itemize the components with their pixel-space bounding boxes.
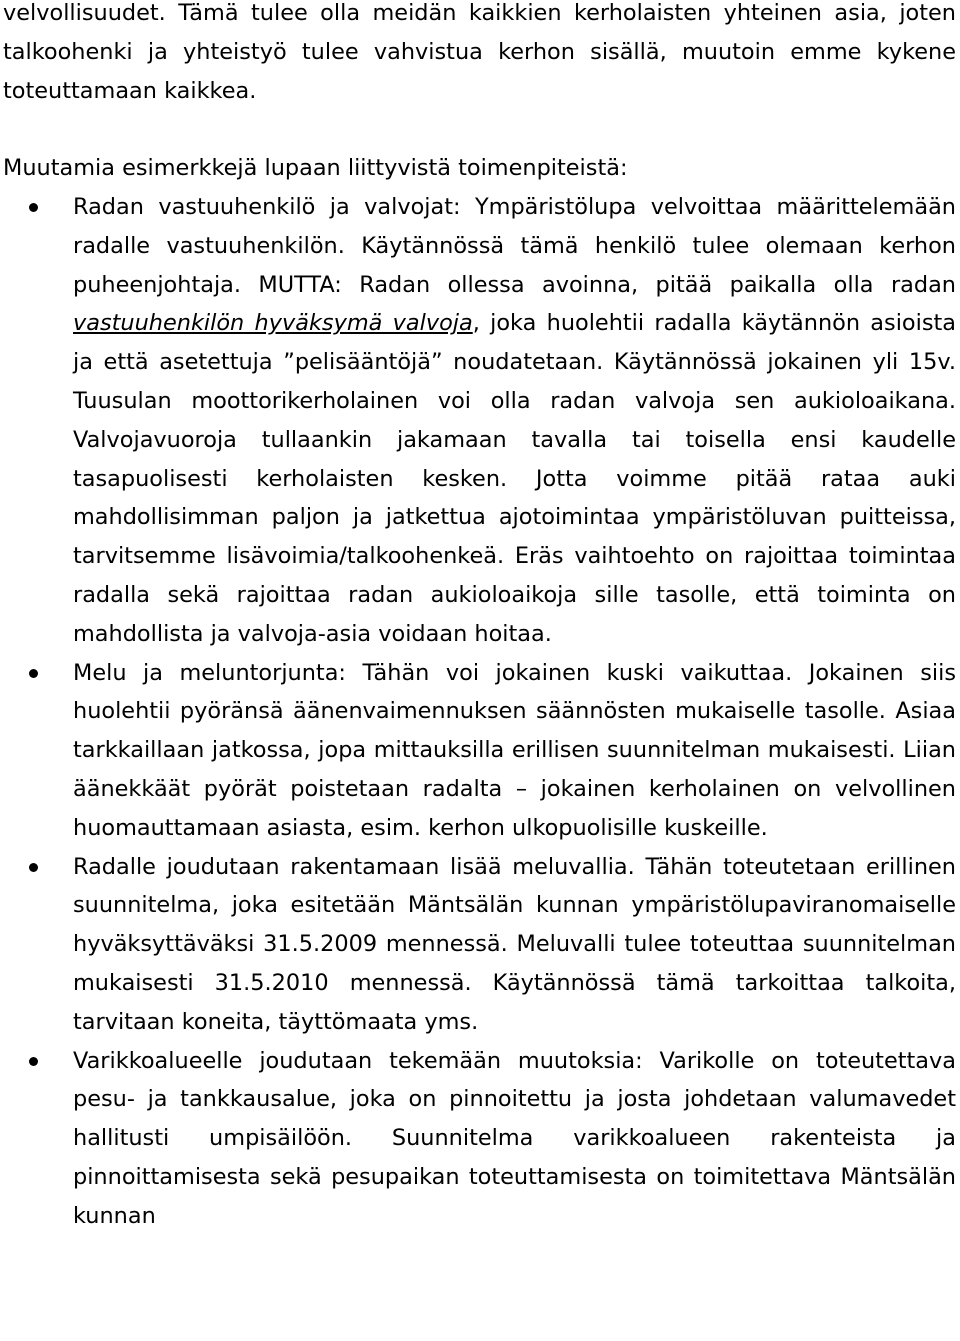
bullet-icon — [29, 863, 38, 872]
lead-paragraph: Muutamia esimerkkejä lupaan liittyvistä toimenpiteistä: — [3, 155, 628, 181]
list-item-text: Varikkoalueelle joudutaan tekemään muutoksia: Varikolle on toteutettava pesu- ja tankkausalue, joka on pinnoitettu ja josta johdetaan valumavedet hallitusti umpisäilöön. Suunnitelma varikkoalueen rakenteista ja pinnoittamisesta sekä pesupaikan toteuttamisesta on toimitettava Mäntsälän kunnan — [73, 1047, 956, 1229]
list-item-noise-barrier — [0, 848, 956, 1042]
underlined-phrase: vastuuhenkilön hyväksymä valvoja — [73, 310, 473, 337]
bullet-icon — [29, 669, 38, 678]
list-item-pit-area — [0, 1042, 956, 1236]
bullet-icon — [29, 1057, 38, 1066]
intro-paragraph: velvollisuudet. Tämä tulee olla meidän kaikkien kerholaisten yhteinen asia, joten talkoohenki ja yhteistyö tulee vahvistua kerhon sisällä, muutoin emme kykene toteuttamaan kaikkea. — [3, 0, 956, 104]
list-item-text: Radalle joudutaan rakentamaan lisää meluvallia. Tähän toteutetaan erillinen suunnitelma, joka esitetään Mäntsälän kunnan ympäristölupaviranomaiselle hyväksyttäväksi 31.5.2009 mennessä. Meluvalli tulee toteuttaa suunnitelman mukaisesti 31.5.2010 mennessä. Käytännössä tämä tarkoittaa talkoita, tarvitaan koneita, täyttömaata yms. — [73, 853, 956, 1035]
list-item-track-supervisors — [0, 188, 956, 654]
bullet-icon — [29, 203, 38, 212]
list-item-text — [73, 188, 956, 654]
text-run: , joka huolehtii radalla käytännön asioista ja että asetettuja ”pelisääntöjä” noudatetaan. Käytännössä jokainen yli 15v. Tuusulan moottorikerholainen voi olla radan valvoja sen aukioloaikana. Valvojavuoroja tullaankin jakamaan tavalla tai toisella ensi kaudelle tasapuolisesti kerholaisten kesken. Jotta voimme pitää rataa auki mahdollisimman paljon ja jatkettua ajotoimintaa ympäristöluvan puitteissa, tarvitsemme lisävoimia/talkoohenkeä. Eräs vaihtoehto on rajoittaa toimintaa radalla sekä rajoittaa radan aukioloaikoja sille tasolle, että toiminta on mahdollista ja valvoja-asia voidaan hoitaa. — [73, 310, 956, 647]
list-item-text: Melu ja meluntorjunta: Tähän voi jokainen kuski vaikuttaa. Jokainen siis huolehtii pyöränsä äänenvaimennuksen säännösten mukaiselle tasolle. Asiaa tarkkaillaan jatkossa, jopa mittauksilla erillisen suunnitelman mukaisesti. Liian äänekkäät pyörät poistetaan radalta – jokainen kerholainen on velvollinen huomauttamaan asiasta, esim. kerhon ulkopuolisille kuskeille. — [73, 659, 956, 841]
text-run: Radan vastuuhenkilö ja valvojat: Ympäristölupa velvoittaa määrittelemään radalle vastuuhenkilön. Käytännössä tämä henkilö tulee olemaan kerhon puheenjohtaja. MUTTA: Radan ollessa avoinna, pitää paikalla olla radan — [73, 194, 956, 298]
measures-list — [0, 188, 960, 1236]
list-item-noise — [0, 654, 956, 848]
